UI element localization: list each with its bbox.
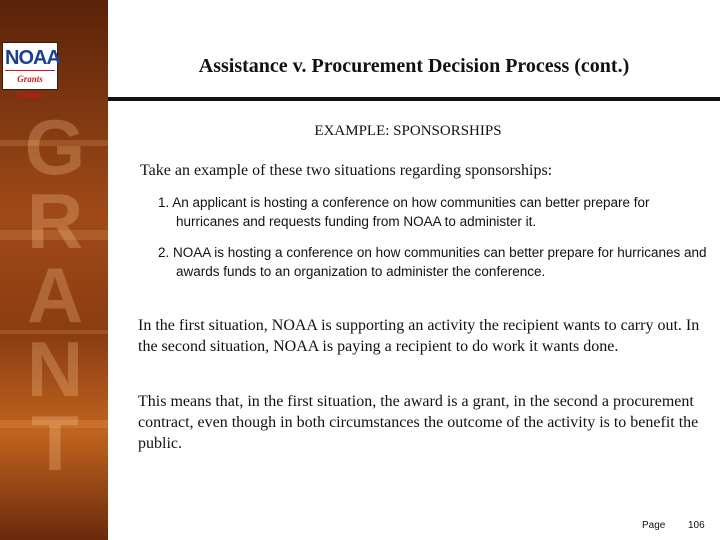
title-divider bbox=[108, 97, 720, 101]
example-heading: EXAMPLE: SPONSORSHIPS bbox=[314, 123, 502, 139]
list-item-1: 1. An applicant is hosting a conference on how communities can better prepare for hurricanes and requests funding from NOAA to administer it. bbox=[158, 195, 650, 229]
list-item-2: 2. NOAA is hosting a conference on how communities can better prepare for hurricanes and awards funds to an organization to administer the conference. bbox=[158, 245, 707, 279]
page-label: Page bbox=[642, 520, 666, 531]
paragraph-situations: In the first situation, NOAA is supporting an activity the recipient wants to carry out. In the second situation, NOAA is paying a recipient to do work it wants done. bbox=[138, 317, 700, 355]
slide-title: Assistance v. Procurement Decision Process (cont.) bbox=[198, 55, 630, 77]
noaa-grants-online-logo bbox=[2, 42, 60, 100]
paragraph-conclusion: This means that, in the first situation, the award is a grant, in the second a procurement contract, even though in both circumstances the outcome of the activity is to benefit the public. bbox=[138, 393, 699, 452]
logo-grants-online-text: Grants Online bbox=[5, 70, 55, 87]
page-number: 106 bbox=[688, 520, 705, 531]
logo-noaa-text: NOAA bbox=[5, 47, 60, 69]
sidebar-watermark: G R A N T bbox=[24, 103, 84, 488]
intro-text: Take an example of these two situations regarding sponsorships: bbox=[140, 162, 553, 179]
